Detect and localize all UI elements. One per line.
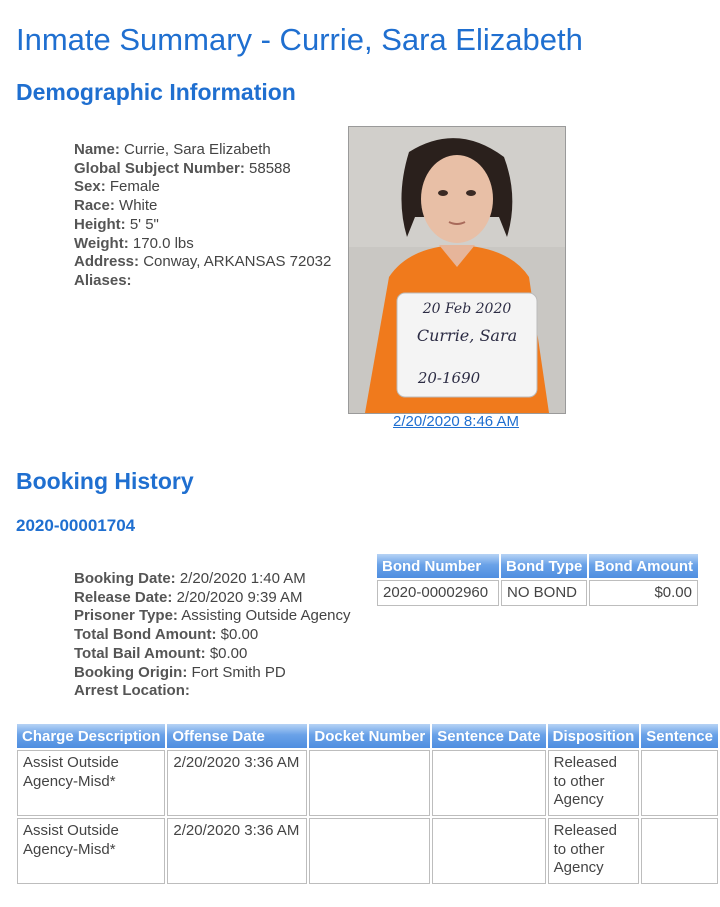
field-release-date: Release Date: 2/20/2020 9:39 AM xyxy=(74,588,303,606)
col-bond-amount: Bond Amount xyxy=(589,554,698,578)
field-aliases: Aliases: xyxy=(74,271,132,289)
docket-number-cell xyxy=(309,818,430,884)
disposition-cell: Released to other Agency xyxy=(548,818,640,884)
sentence-date-cell xyxy=(432,750,545,816)
field-weight: Weight: 170.0 lbs xyxy=(74,234,194,252)
sentence-cell xyxy=(641,750,718,816)
charge-description-cell: Assist Outside Agency-Misd* xyxy=(17,818,165,884)
col-docket-number: Docket Number xyxy=(309,724,430,748)
inmate-photo[interactable] xyxy=(348,126,566,414)
field-arrest-location: Arrest Location: xyxy=(74,682,190,700)
field-prisoner-type: Prisoner Type: Assisting Outside Agency xyxy=(74,607,351,625)
photo-timestamp-link[interactable]: 2/20/2020 8:46 AM xyxy=(393,413,519,430)
field-race: Race: White xyxy=(74,197,158,215)
field-name: Name: Currie, Sara Elizabeth xyxy=(74,141,271,158)
col-bond-type: Bond Type xyxy=(501,554,587,578)
page-title: Inmate Summary - Currie, Sara Elizabeth xyxy=(16,22,583,57)
demographic-heading: Demographic Information xyxy=(16,79,296,105)
table-row xyxy=(17,750,718,816)
col-offense-date: Offense Date xyxy=(167,724,307,748)
demographic-info xyxy=(74,141,331,291)
charge-table xyxy=(15,722,720,886)
col-sentence-date: Sentence Date xyxy=(432,724,545,748)
field-booking-origin: Booking Origin: Fort Smith PD xyxy=(74,663,286,681)
bond-number-cell: 2020-00002960 xyxy=(377,580,499,606)
table-row xyxy=(17,818,718,884)
field-height: Height: 5' 5" xyxy=(74,215,159,233)
sentence-cell xyxy=(641,818,718,884)
placard-date: 20 Feb 2020 xyxy=(422,301,512,317)
booking-photo-image xyxy=(349,127,565,413)
charge-description-cell: Assist Outside Agency-Misd* xyxy=(17,750,165,816)
table-row xyxy=(377,580,698,606)
col-sentence: Sentence xyxy=(641,724,718,748)
field-global-subject-number: Global Subject Number: 58588 xyxy=(74,159,291,177)
placard-name: Currie, Sara xyxy=(416,326,518,345)
field-total-bond-amount: Total Bond Amount: $0.00 xyxy=(74,626,259,644)
bond-table-header xyxy=(377,554,698,578)
field-total-bail-amount: Total Bail Amount: $0.00 xyxy=(74,644,248,662)
booking-history-heading: Booking History xyxy=(16,468,194,494)
bond-amount-cell: $0.00 xyxy=(589,580,698,606)
sentence-date-cell xyxy=(432,818,545,884)
offense-date-cell: 2/20/2020 3:36 AM xyxy=(167,750,307,816)
disposition-cell: Released to other Agency xyxy=(548,750,640,816)
bond-type-cell: NO BOND xyxy=(501,580,587,606)
offense-date-cell: 2/20/2020 3:36 AM xyxy=(167,818,307,884)
charge-table-header xyxy=(17,724,718,748)
booking-info xyxy=(74,570,351,701)
field-sex: Sex: Female xyxy=(74,178,160,196)
field-address: Address: Conway, ARKANSAS 72032 xyxy=(74,253,332,271)
col-disposition: Disposition xyxy=(548,724,640,748)
booking-number: 2020-00001704 xyxy=(16,516,136,535)
col-charge-description: Charge Description xyxy=(17,724,165,748)
bond-table xyxy=(375,552,700,608)
placard-number: 20-1690 xyxy=(417,369,481,387)
field-booking-date: Booking Date: 2/20/2020 1:40 AM xyxy=(74,570,306,587)
docket-number-cell xyxy=(309,750,430,816)
col-bond-number: Bond Number xyxy=(377,554,499,578)
